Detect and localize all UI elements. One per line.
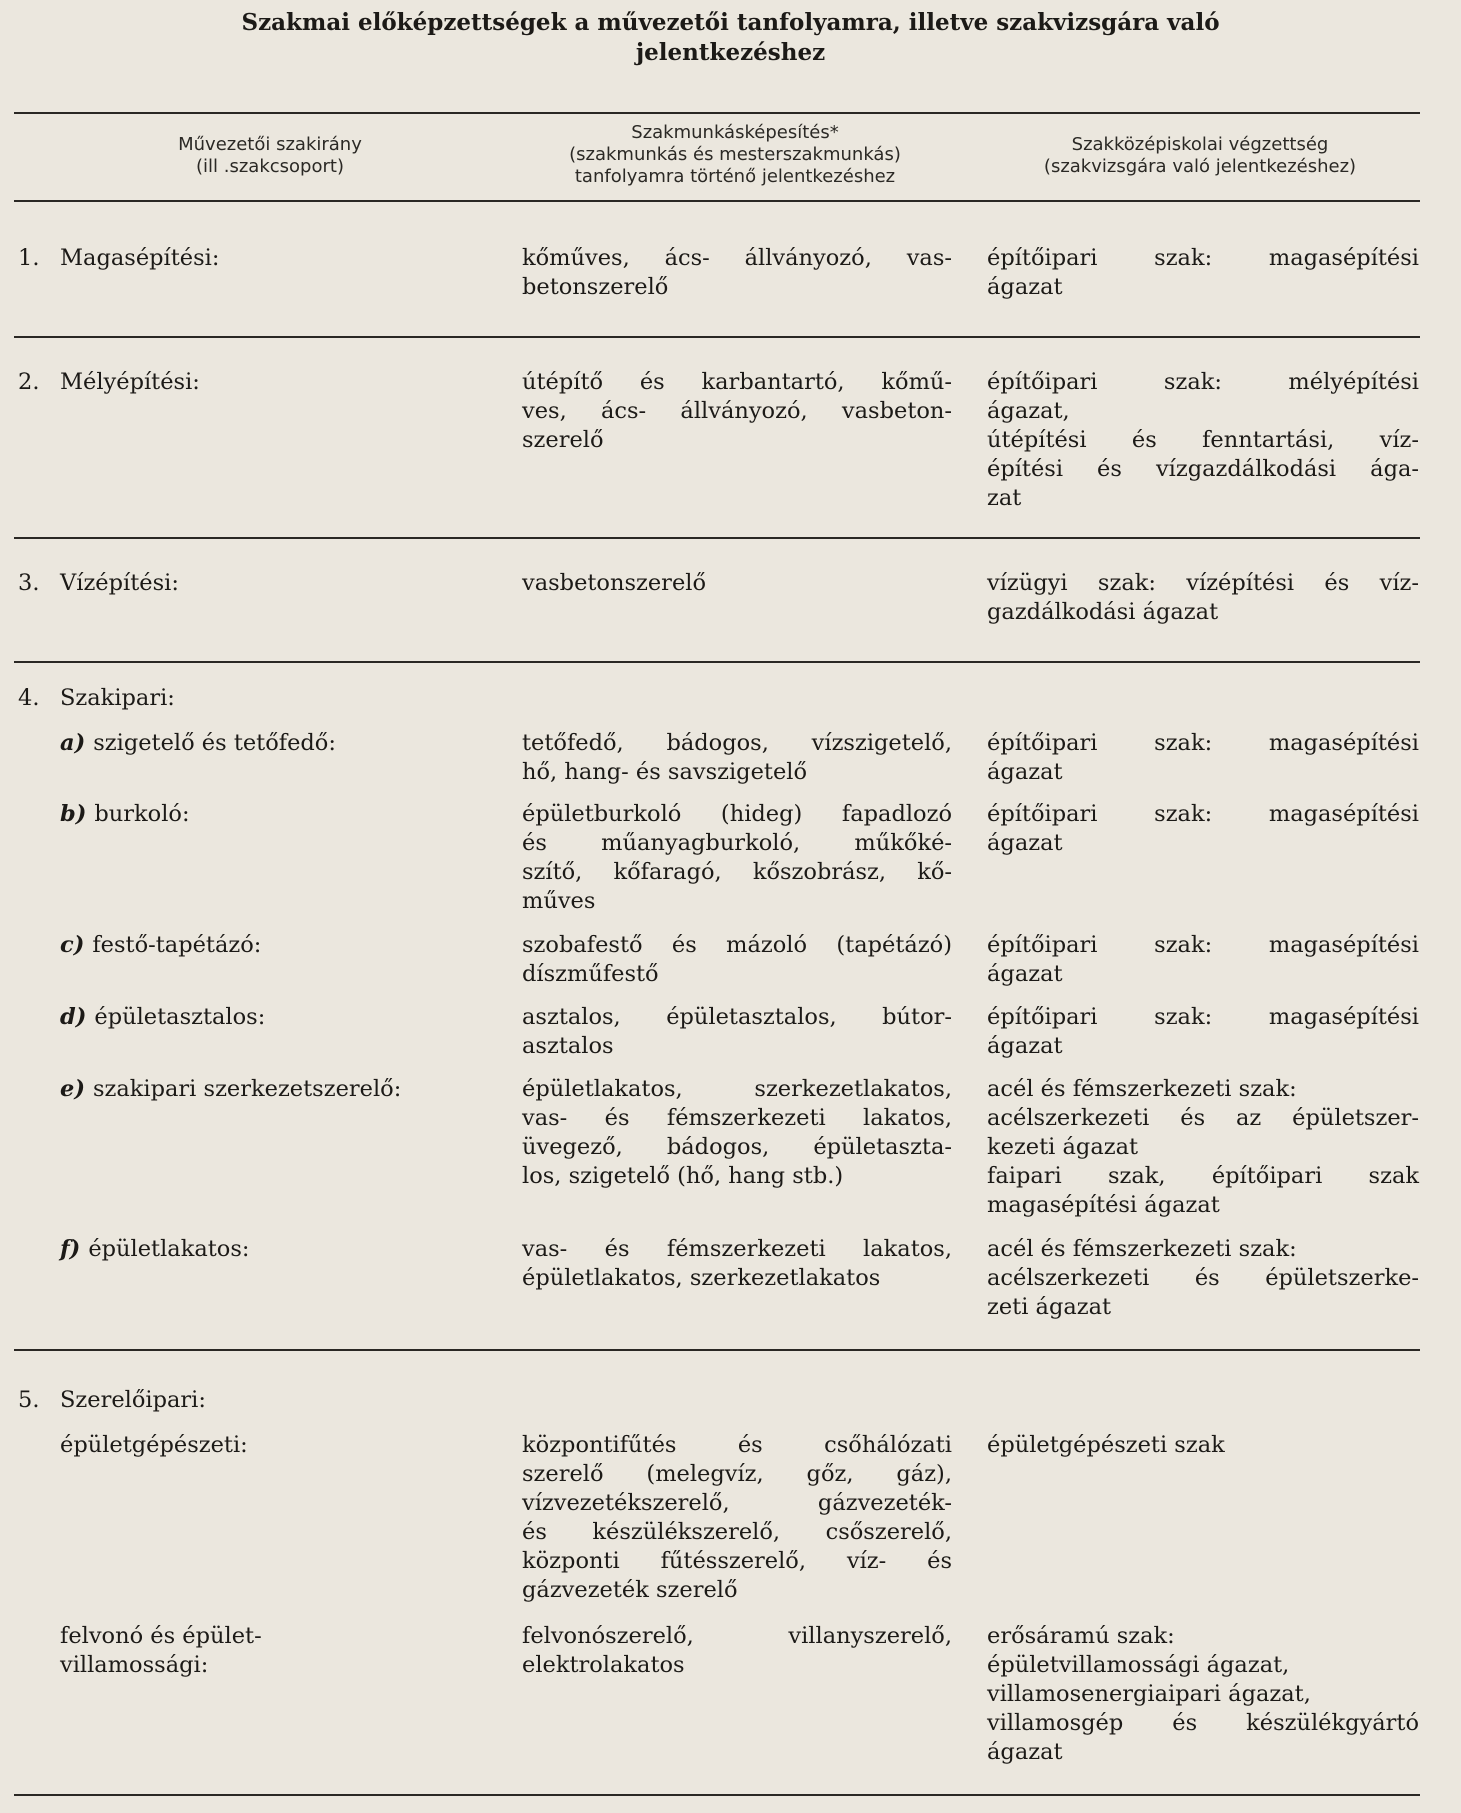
row-col2 — [522, 800, 952, 916]
row-col3 — [987, 569, 1419, 627]
header-col1-line: (ill .szakcsoport) — [196, 156, 344, 177]
text-line: útépítési és fenntartási, víz- — [987, 427, 1419, 453]
text-line: magasépítési ágazat — [987, 1192, 1220, 1218]
row-col3 — [987, 800, 1419, 858]
header-col3-line: Szakközépiskolai végzettség — [1071, 134, 1329, 155]
text-line: faipari szak, építőipari szak — [987, 1163, 1419, 1189]
row-label-text: felvonó és épület- — [60, 1623, 262, 1649]
text-line: központifűtés és csőhálózati — [522, 1432, 952, 1458]
sub-letter: e) — [60, 1076, 85, 1102]
sub-letter: b) — [60, 801, 87, 827]
text-line: épületgépészeti szak — [987, 1432, 1225, 1458]
row-divider — [14, 336, 1420, 338]
row-col2 — [522, 244, 952, 302]
text-line: épületlakatos, szerkezetlakatos, — [522, 1076, 952, 1102]
row-label-text: Vízépítési: — [60, 570, 179, 596]
text-line: asztalos, épületasztalos, bútor- — [522, 1004, 952, 1030]
text-line: építőipari szak: magasépítési — [987, 730, 1419, 756]
header-col2-line: Szakmunkásképesítés* — [631, 122, 839, 143]
row-label-text: Magasépítési: — [60, 245, 220, 271]
row-number: 3. — [18, 570, 40, 596]
text-line: épületlakatos, szerkezetlakatos — [522, 1265, 881, 1291]
text-line: erősáramú szak: — [987, 1623, 1175, 1649]
header-col2 — [500, 122, 970, 188]
sub-letter: d) — [60, 1004, 87, 1030]
row-col2 — [522, 1235, 952, 1293]
row-number: 2. — [18, 369, 40, 395]
title-line-2: jelentkezéshez — [635, 39, 826, 66]
text-line: épületburkoló (hideg) fapadlozó — [522, 801, 952, 827]
text-line: épületvillamossági ágazat, — [987, 1652, 1290, 1678]
row-col3 — [987, 1235, 1419, 1322]
row-col2 — [522, 1622, 952, 1680]
text-line: ágazat — [987, 1033, 1063, 1059]
text-line: felvonószerelő, villanyszerelő, — [522, 1623, 952, 1649]
header-bottom-rule — [14, 200, 1420, 202]
text-line: betonszerelő — [522, 274, 669, 300]
row-label — [18, 569, 508, 598]
text-line: gazdálkodási ágazat — [987, 599, 1219, 625]
row-label-text: festő-tapétázó: — [92, 932, 262, 958]
text-line: ágazat — [987, 1739, 1063, 1765]
text-line: elektrolakatos — [522, 1652, 685, 1678]
header-col1-line: Művezetői szakirány — [178, 134, 362, 155]
text-line: szobafestő és mázoló (tapétázó) — [522, 932, 952, 958]
text-line: villamosenergiaipari ágazat, — [987, 1681, 1311, 1707]
row-label-text: épületgépészeti: — [60, 1432, 248, 1458]
row-col3 — [987, 1003, 1419, 1061]
sub-letter: c) — [60, 932, 85, 958]
text-line: kőműves, ács- állványozó, vas- — [522, 245, 952, 271]
row-col2 — [522, 368, 952, 455]
text-line: vízvezetékszerelő, gázvezeték- — [522, 1490, 952, 1516]
text-line: ágazat — [987, 759, 1063, 785]
row-label — [18, 931, 508, 960]
row-label — [18, 1235, 508, 1264]
text-line: los, szigetelő (hő, hang stb.) — [522, 1163, 844, 1189]
row-label — [18, 1003, 508, 1032]
row-label-text: épületlakatos: — [88, 1236, 250, 1262]
row-col3 — [987, 931, 1419, 989]
header-col1 — [60, 134, 480, 178]
header-col2-line: (szakmunkás és mesterszakmunkás) — [569, 144, 901, 165]
text-line: ves, ács- állványozó, vasbeton- — [522, 398, 952, 424]
text-line: ágazat — [987, 274, 1063, 300]
text-line: szítő, kőfaragó, kőszobrász, kő- — [522, 859, 952, 885]
text-line: központi fűtésszerelő, víz- és — [522, 1548, 952, 1574]
row-label — [18, 244, 508, 273]
row-col2 — [522, 1075, 952, 1191]
row-col3 — [987, 1431, 1419, 1460]
row-label-text: burkoló: — [94, 801, 190, 827]
text-line: és műanyagburkoló, műkőké- — [522, 830, 952, 856]
text-line: építőipari szak: magasépítési — [987, 1004, 1419, 1030]
text-line: szerelő (melegvíz, gőz, gáz), — [522, 1461, 952, 1487]
header-col3-line: (szakvizsgára való jelentkezéshez) — [1043, 156, 1357, 177]
row-label — [18, 800, 508, 829]
row-number: 5. — [18, 1387, 40, 1413]
text-line: villamosgép és készülékgyártó — [987, 1710, 1419, 1736]
row-label — [18, 1386, 508, 1415]
row-col3 — [987, 1622, 1419, 1767]
table-bottom-rule — [14, 1794, 1420, 1796]
text-line: műves — [522, 888, 596, 914]
page-title — [0, 8, 1461, 68]
table-top-rule — [14, 112, 1420, 114]
text-line: gázvezeték szerelő — [522, 1577, 738, 1603]
row-label-text: Szakipari: — [60, 685, 175, 711]
row-label — [18, 729, 508, 758]
text-line: hő, hang- és savszigetelő — [522, 759, 807, 785]
row-divider — [14, 1349, 1420, 1351]
text-line: acélszerkezeti és épületszerke- — [987, 1265, 1419, 1291]
text-line: vasbetonszerelő — [522, 570, 706, 596]
row-col2 — [522, 1003, 952, 1061]
sub-letter: f) — [60, 1236, 81, 1262]
text-line: építőipari szak: magasépítési — [987, 932, 1419, 958]
row-col2 — [522, 729, 952, 787]
row-label — [18, 684, 508, 713]
row-col3 — [987, 729, 1419, 787]
header-col3 — [975, 134, 1425, 178]
text-line: üvegező, bádogos, épületaszta- — [522, 1134, 952, 1160]
row-divider — [14, 661, 1420, 663]
row-label-text: villamossági: — [60, 1652, 209, 1678]
title-line-1: Szakmai előképzettségek a művezetői tanfolyamra, illetve szakvizsgára való — [241, 9, 1220, 36]
row-label-text: Mélyépítési: — [60, 369, 200, 395]
text-line: acél és fémszerkezeti szak: — [987, 1236, 1297, 1262]
row-label — [18, 1431, 508, 1460]
row-label — [18, 368, 508, 397]
text-line: acélszerkezeti és az épületszer- — [987, 1105, 1419, 1131]
text-line: építőipari szak: magasépítési — [987, 801, 1419, 827]
text-line: ágazat — [987, 830, 1063, 856]
text-line: építési és vízgazdálkodási ága- — [987, 456, 1419, 482]
text-line: asztalos — [522, 1033, 614, 1059]
text-line: építőipari szak: mélyépítési — [987, 369, 1419, 395]
text-line: ágazat, — [987, 398, 1070, 424]
text-line: zeti ágazat — [987, 1294, 1112, 1320]
row-number: 4. — [18, 685, 40, 711]
row-label-text: épületasztalos: — [94, 1004, 266, 1030]
row-col2 — [522, 931, 952, 989]
row-label — [18, 1622, 508, 1680]
row-label-text: szigetelő és tetőfedő: — [93, 730, 336, 756]
row-col2 — [522, 1431, 952, 1605]
sub-letter: a) — [60, 730, 86, 756]
text-line: kezeti ágazat — [987, 1134, 1139, 1160]
header-col2-line: tanfolyamra történő jelentkezéshez — [574, 166, 896, 187]
row-col3 — [987, 244, 1419, 302]
text-line: szerelő — [522, 427, 604, 453]
text-line: ágazat — [987, 961, 1063, 987]
row-col2 — [522, 569, 952, 598]
text-line: vas- és fémszerkezeti lakatos, — [522, 1236, 952, 1262]
text-line: tetőfedő, bádogos, vízszigetelő, — [522, 730, 952, 756]
row-col3 — [987, 1075, 1419, 1220]
text-line: építőipari szak: magasépítési — [987, 245, 1419, 271]
text-line: zat — [987, 485, 1022, 511]
text-line: vízügyi szak: vízépítési és víz- — [987, 570, 1419, 596]
row-label — [18, 1075, 508, 1104]
row-divider — [14, 537, 1420, 539]
text-line: díszműfestő — [522, 961, 659, 987]
text-line: acél és fémszerkezeti szak: — [987, 1076, 1297, 1102]
text-line: és készülékszerelő, csőszerelő, — [522, 1519, 952, 1545]
row-label-text: szakipari szerkezetszerelő: — [92, 1076, 402, 1102]
row-number: 1. — [18, 245, 40, 271]
text-line: vas- és fémszerkezeti lakatos, — [522, 1105, 952, 1131]
row-label-text: Szerelőipari: — [60, 1387, 206, 1413]
text-line: útépítő és karbantartó, kőmű- — [522, 369, 952, 395]
row-col3 — [987, 368, 1419, 513]
